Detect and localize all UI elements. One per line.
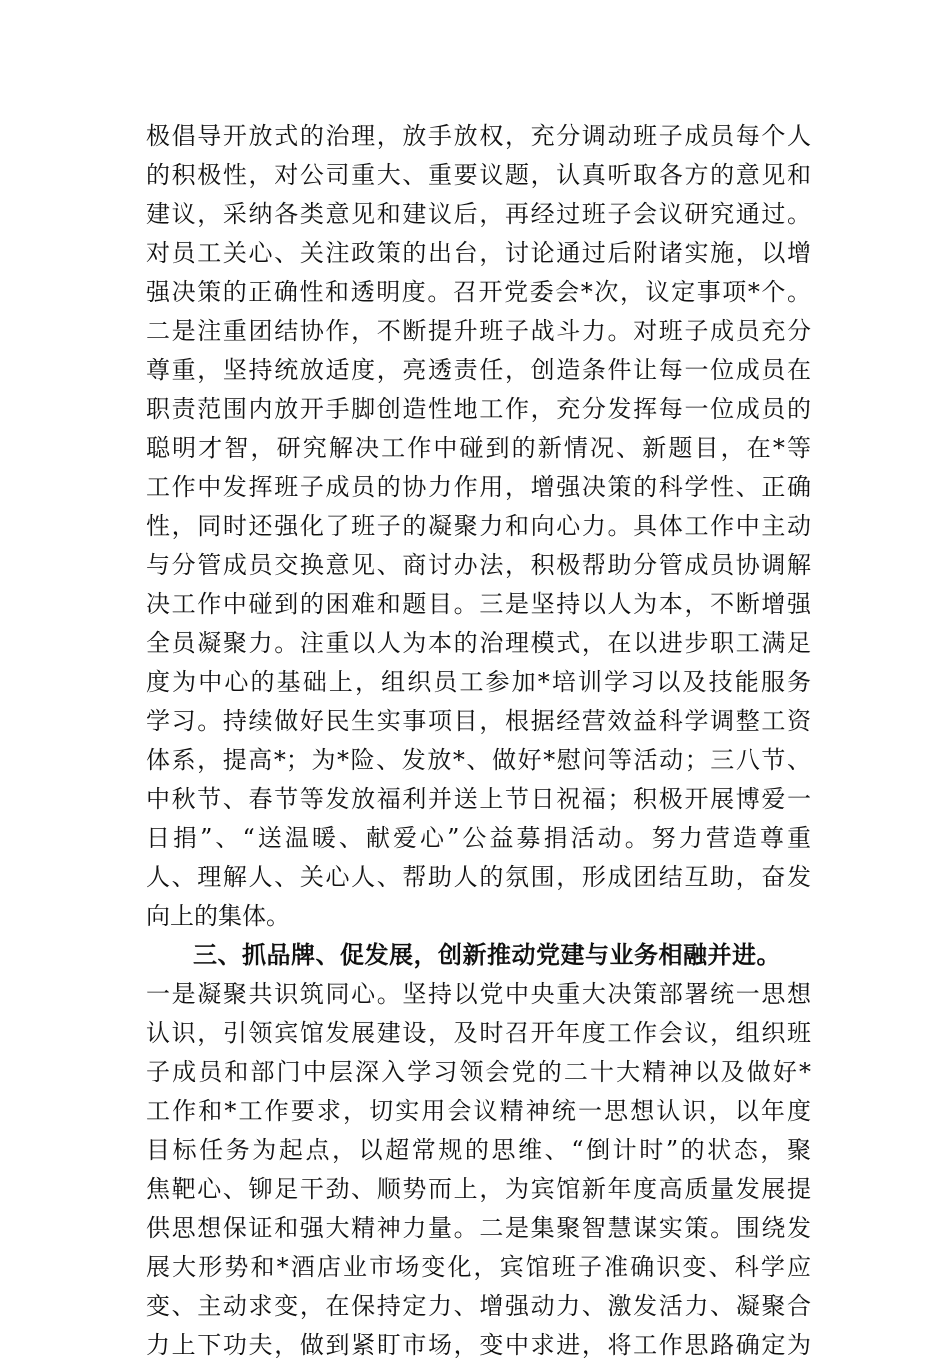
text-line: 焦靶心、铆足干劲、顺势而上，为宾馆新年度高质量发展提	[146, 1175, 811, 1203]
document-body	[146, 117, 811, 1365]
text-line: 工作中发挥班子成员的协力作用，增强决策的科学性、正确	[146, 473, 811, 501]
text-line: 对员工关心、关注政策的出台，讨论通过后附诸实施，以增	[146, 239, 811, 267]
text-line: 尊重，坚持统放适度，亮透责任，创造条件让每一位成员在	[146, 356, 811, 384]
text-line: 认识，引领宾馆发展建设，及时召开年度工作会议，组织班	[146, 1019, 811, 1047]
text-line: 中秋节、春节等发放福利并送上节日祝福；积极开展博爱一	[146, 785, 811, 813]
text-line: 体系，提高*；为*险、发放*、做好*慰问等活动；三八节、	[146, 746, 811, 774]
section-heading: 三、抓品牌、促发展，创新推动党建与业务相融并进。	[193, 941, 781, 969]
text-line: 性，同时还强化了班子的凝聚力和向心力。具体工作中主动	[146, 512, 811, 540]
text-line: 目标任务为起点，以超常规的思维、“倒计时”的状态，聚	[146, 1136, 811, 1164]
text-line: 一是凝聚共识筑同心。坚持以党中央重大决策部署统一思想	[146, 980, 811, 1008]
text-line: 决工作中碰到的困难和题目。三是坚持以人为本，不断增强	[146, 590, 811, 618]
text-line: 向上的集体。	[146, 902, 290, 930]
text-line: 子成员和部门中层深入学习领会党的二十大精神以及做好*	[146, 1058, 811, 1086]
text-line: 工作和*工作要求，切实用会议精神统一思想认识，以年度	[146, 1097, 811, 1125]
text-line: 学习。持续做好民生实事项目，根据经营效益科学调整工资	[146, 707, 811, 735]
text-line: 全员凝聚力。注重以人为本的治理模式，在以进步职工满足	[146, 629, 811, 657]
text-line: 展大形势和*酒店业市场变化，宾馆班子准确识变、科学应	[146, 1253, 811, 1281]
text-line: 日捐”、“送温暖、献爱心”公益募捐活动。努力营造尊重	[146, 824, 811, 852]
text-line: 极倡导开放式的治理，放手放权，充分调动班子成员每个人	[146, 122, 811, 150]
text-line: 变、主动求变，在保持定力、增强动力、激发活力、凝聚合	[146, 1292, 811, 1320]
text-line: 的积极性，对公司重大、重要议题，认真听取各方的意见和	[146, 161, 811, 189]
text-line: 强决策的正确性和透明度。召开党委会*次，议定事项*个。	[146, 278, 811, 306]
text-line: 建议，采纳各类意见和建议后，再经过班子会议研究通过。	[146, 200, 811, 228]
text-line: 职责范围内放开手脚创造性地工作，充分发挥每一位成员的	[146, 395, 811, 423]
text-line: 力上下功夫，做到紧盯市场，变中求进，将工作思路确定为	[146, 1331, 811, 1359]
text-line: 二是注重团结协作，不断提升班子战斗力。对班子成员充分	[146, 317, 811, 345]
text-line: 聪明才智，研究解决工作中碰到的新情况、新题目，在*等	[146, 434, 811, 462]
text-line: 供思想保证和强大精神力量。二是集聚智慧谋实策。围绕发	[146, 1214, 811, 1242]
text-line: 度为中心的基础上，组织员工参加*培训学习以及技能服务	[146, 668, 811, 696]
text-line: 人、理解人、关心人、帮助人的氛围，形成团结互助，奋发	[146, 863, 811, 891]
text-line: 与分管成员交换意见、商讨办法，积极帮助分管成员协调解	[146, 551, 811, 579]
